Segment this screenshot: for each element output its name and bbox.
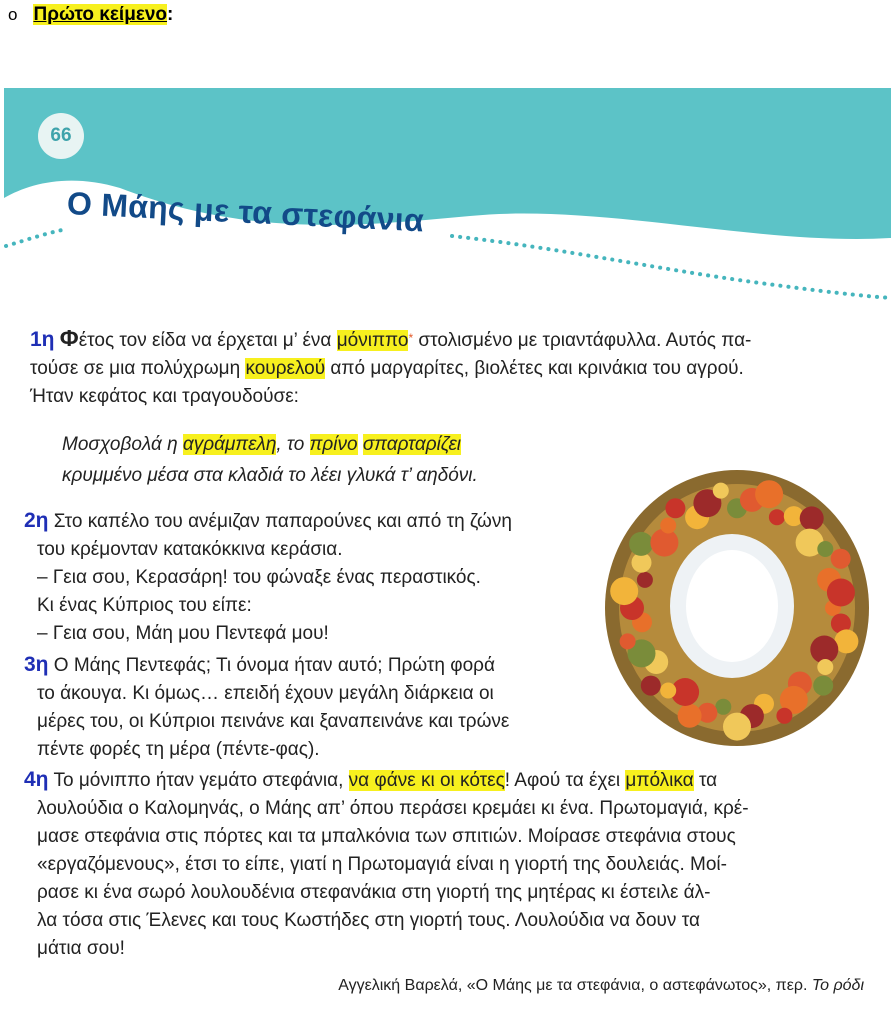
highlight-word: σπαρταρίζει <box>362 434 462 455</box>
wreath-flower <box>755 480 783 508</box>
poem: Μοσχοβολά η αγράμπελη, το πρίνο σπαρταρίζει κρυμμένο μέσα στα κλαδιά το λέει γλυκά τ’ αηδόνι. <box>62 434 478 486</box>
wreath-flower <box>620 633 636 649</box>
bullet: o <box>8 5 18 24</box>
wreath-flower <box>637 572 653 588</box>
paragraph-3: 3η Ο Μάης Πεντεφάς; Τι όνομα ήταν αυτό; Πρώτη φορά το άκουγα. Κι όμως… επειδή έχουν μεγάλη διάρκεια οι μέρες του, οι Κύπριοι πεινάνε και ξαναπεινάνε και τρώνε πέντε φορές τη μέρα (πέντε-φας). <box>24 653 510 760</box>
wreath-flower <box>650 529 678 557</box>
wreath-flower <box>831 549 851 569</box>
paragraph-4: 4η Το μόνιππο ήταν γεμάτο στεφάνια, να φάνε κι οι κότες! Αφού τα έχει μπόλικα τα λουλούδια ο Καλομηνάς, ο Μάης απ’ όπου περάσει κρεμάει κι ένα. Πρωτομαγιά, κρέ- μασε στεφάνια στις πόρτες και τα μπαλκόνια των σπιτιών. Μοίρασε στεφάνια στους «εργαζόμενους», έτσι το είπε, γιατί η Πρωτομαγιά είναι η γιορτή της δουλειάς. Μοί- ρασε κι ένα σωρό λουλουδένια στεφανάκια στη γιορτή της μητέρας κι έστειλε άλ- λα τόσα στις Έλενες και τους Κωστήδες στη γιορτή τους. Λουλούδια να δουν τα μάτια σου! <box>24 768 749 959</box>
wreath-flower <box>723 713 751 741</box>
paragraph-marker: 2η <box>24 509 49 532</box>
highlight-word: κουρελού <box>245 358 326 379</box>
page-number: 66 <box>38 113 84 159</box>
wreath-flower <box>610 577 638 605</box>
highlight-word: πρίνο <box>309 434 358 455</box>
wreath-flower <box>813 676 833 696</box>
wreath-flower <box>660 518 676 534</box>
wreath-flower <box>660 683 676 699</box>
drop-letter: Φ <box>59 325 79 351</box>
wreath-flower <box>713 483 729 499</box>
caption-italic: Το ρόδι <box>811 977 864 994</box>
wreath-flower <box>715 699 731 715</box>
section-label <box>8 4 173 26</box>
wreath-flower <box>665 498 685 518</box>
page-title: Ο Μάης με τα στεφάνια <box>66 185 425 239</box>
wreath-flower <box>629 532 653 556</box>
paragraph-2: 2η Στο καπέλο του ανέμιζαν παπαρούνες και από τη ζώνη του κρέμονταν κατακόκκινα κεράσια. – Γεια σου, Κερασάρη! του φώναξε ένας περαστικός. Κι ένας Κύπριος του είπε: – Γεια σου, Μάη μου Πεντεφά μου! <box>24 509 512 644</box>
section-label-text: Πρώτο κείμενο <box>33 4 168 25</box>
wreath-flower <box>776 708 792 724</box>
wreath-flower <box>678 704 702 728</box>
wreath-flower <box>817 541 833 557</box>
wreath-flower <box>641 676 661 696</box>
wreath-flower <box>827 579 855 607</box>
section-label-colon: : <box>167 4 174 25</box>
highlight-word: μόνιππο <box>336 330 409 351</box>
highlight-word: μπόλικα <box>625 770 694 791</box>
paragraph-marker: 4η <box>24 768 49 791</box>
highlight-word: αγράμπελη <box>182 434 277 455</box>
wreath-flower <box>769 509 785 525</box>
wreath-flower <box>817 659 833 675</box>
footnote-star: * <box>408 331 414 345</box>
highlight-phrase: να φάνε κι οι κότες <box>348 770 505 791</box>
paragraph-1: 1η Φέτος τον είδα να έρχεται μ’ ένα μόνιππο* στολισμένο με τριαντάφυλλα. Αυτός πα- τούσε σε μια πολύχρωμη κουρελού από μαργαρίτες, βιολέτες και κρινάκια του αγρού. Ήταν κεφάτος και τραγουδούσε: <box>30 325 752 407</box>
paragraph-marker: 1η <box>30 328 55 351</box>
paragraph-marker: 3η <box>24 653 49 676</box>
source-caption: Αγγελική Βαρελά, «Ο Μάης με τα στεφάνια, ο αστεφάνωτος», περ. Το ρόδι <box>338 977 864 994</box>
wreath-flower <box>800 506 824 530</box>
wreath-image <box>592 458 882 752</box>
